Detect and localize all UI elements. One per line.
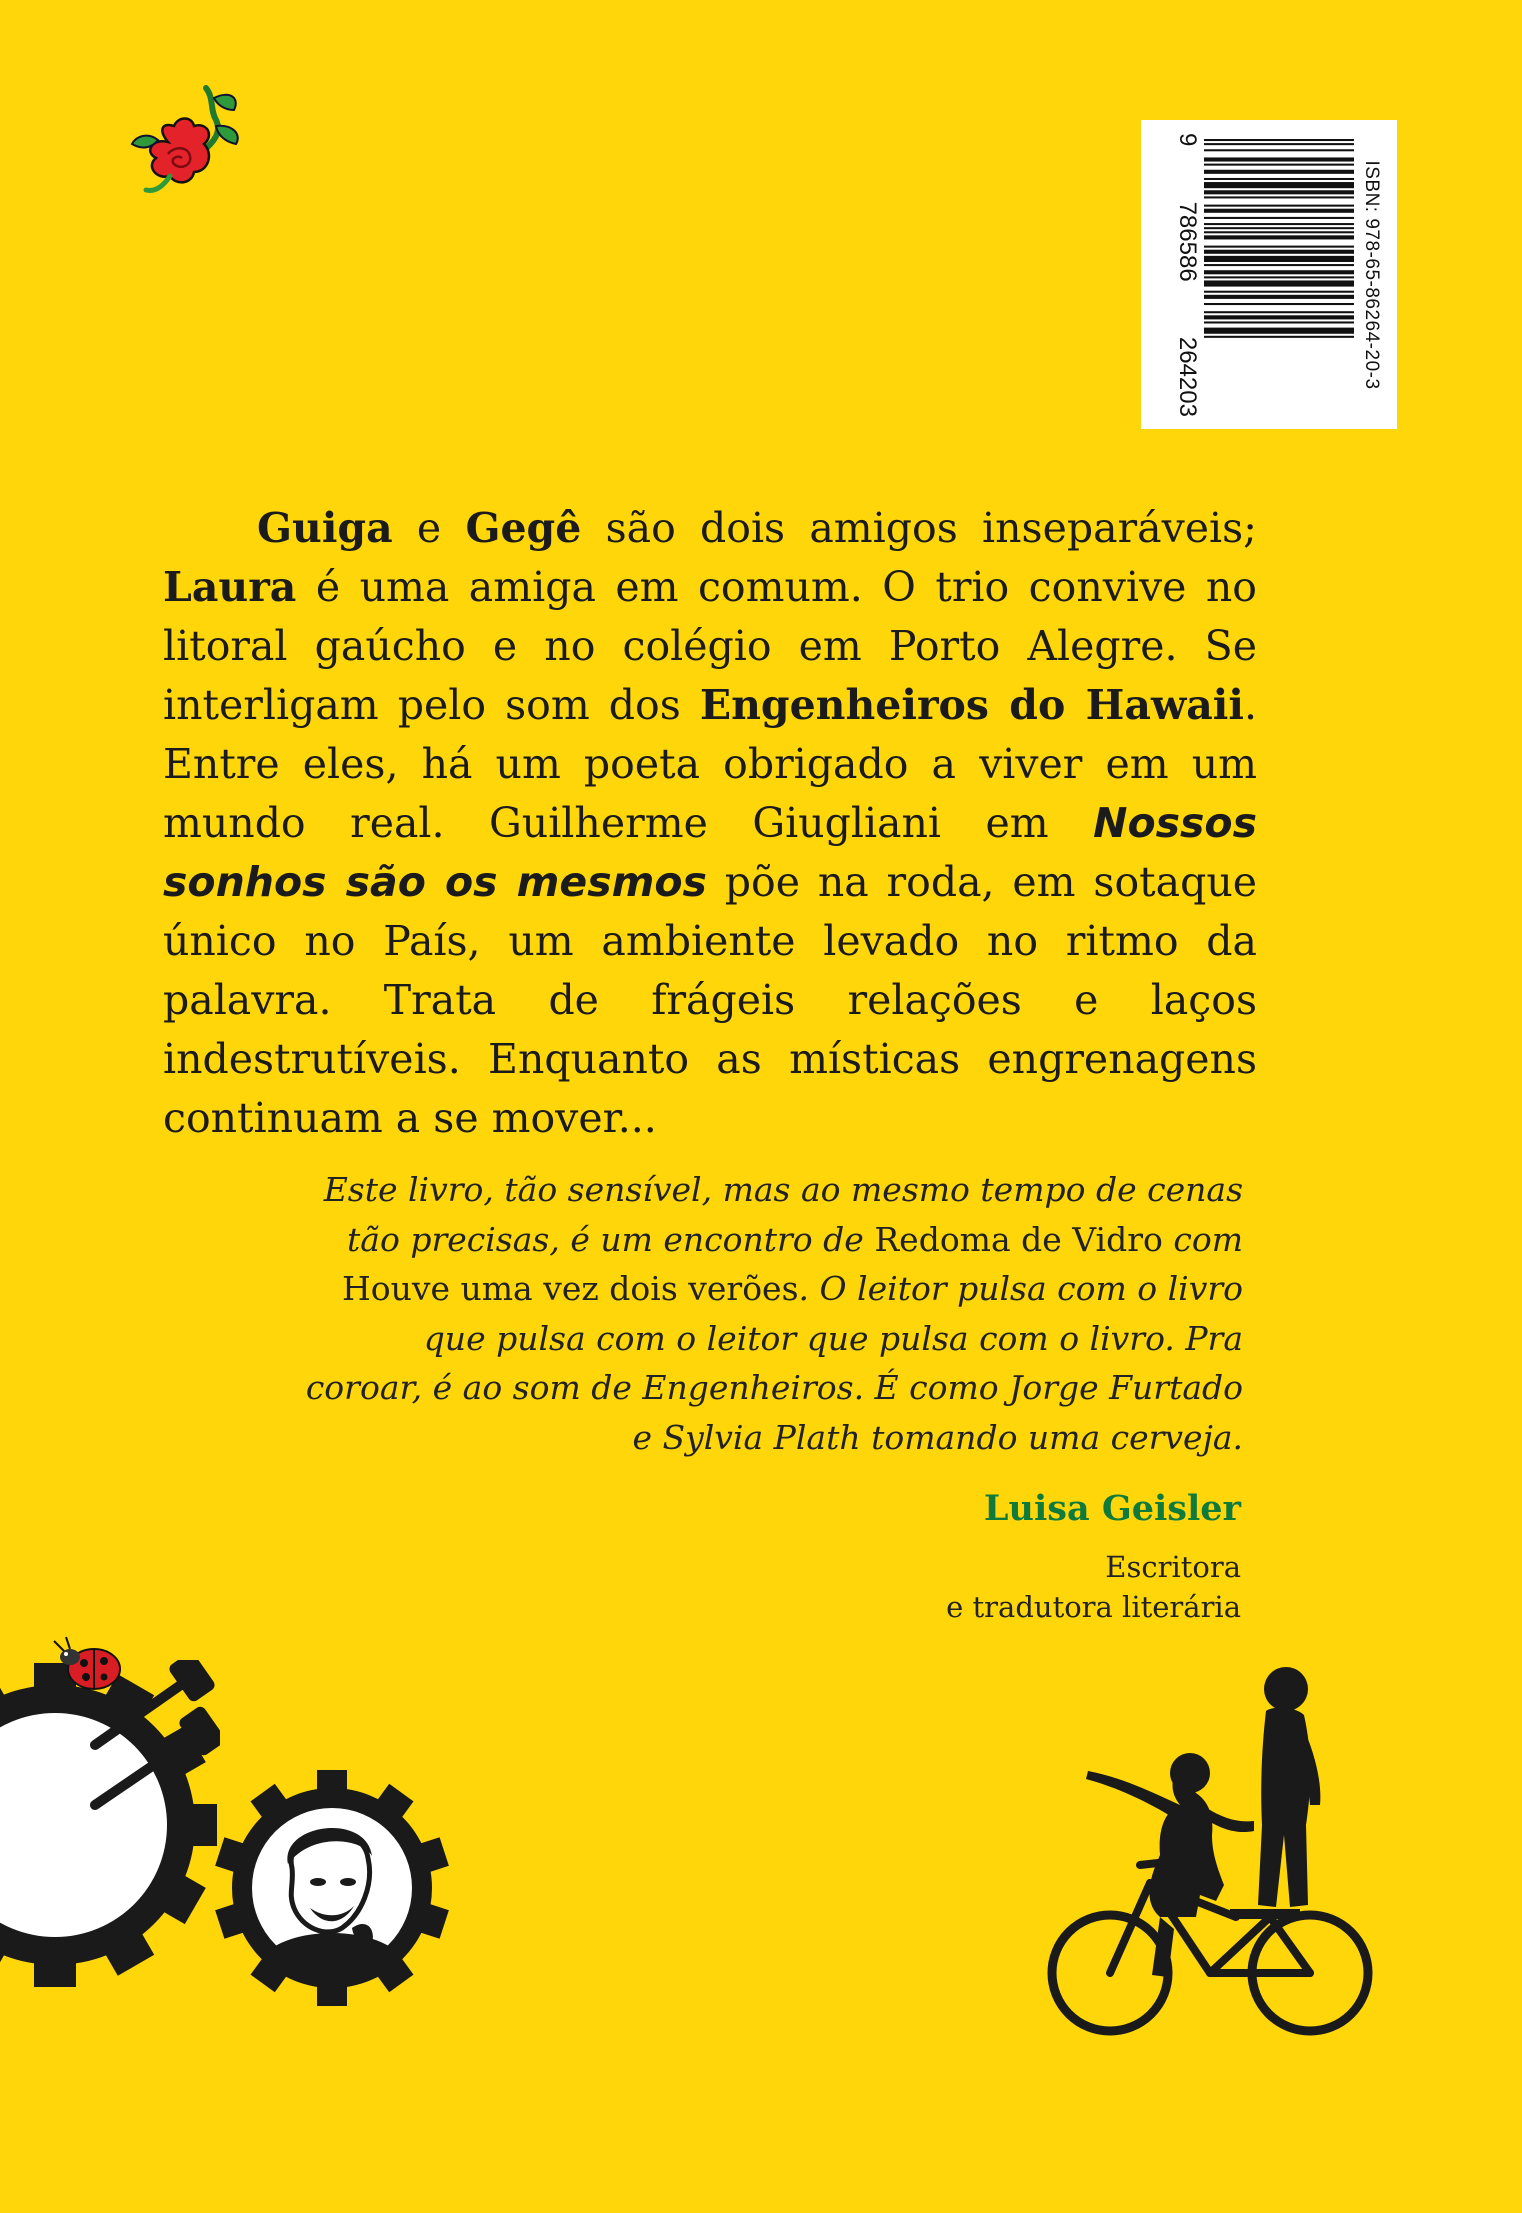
book-title: Nossos sonhos são os mesmos — [163, 799, 1257, 906]
barcode-bar — [1204, 255, 1354, 261]
quote-text: Este livro, tão sensível, mas ao mesmo tempo de cenas tão precisas, é um encontro de — [323, 1170, 1243, 1259]
barcode-bar — [1204, 223, 1354, 225]
quoted-book-title: Houve uma vez dois verões — [341, 1269, 799, 1308]
barcode-bar — [1204, 157, 1354, 161]
isbn-label: ISBN: 978-65-86264-20-3 — [1361, 159, 1382, 390]
barcode — [1141, 120, 1397, 429]
barcode-bar — [1204, 280, 1354, 286]
barcode-bar — [1204, 303, 1354, 305]
quote-author-name: Luisa Geisler — [983, 1488, 1241, 1529]
barcode-bar — [1204, 139, 1354, 141]
quote-text: com — [1162, 1219, 1243, 1259]
barcode-bar — [1204, 231, 1354, 233]
ladybug-icon — [50, 1635, 125, 1695]
barcode-bar — [1204, 315, 1354, 319]
character-name: Guiga — [257, 504, 393, 552]
barcode-bar — [1204, 294, 1354, 298]
barcode-bar — [1204, 163, 1354, 165]
barcode-bar — [1204, 264, 1354, 266]
barcode-bar — [1204, 270, 1354, 274]
barcode-bar — [1204, 204, 1354, 206]
portrait-gear-icon — [212, 1768, 452, 2008]
character-name: Gegê — [465, 504, 582, 552]
synopsis-paragraph — [163, 499, 1257, 1148]
barcode-bar — [1204, 311, 1354, 313]
bicycle-kids-silhouette-icon — [1040, 1655, 1380, 2045]
barcode-digit-group: 786586 — [1174, 201, 1201, 282]
synopsis-text: são dois amigos inseparáveis; — [581, 504, 1257, 552]
barcode-bar — [1204, 290, 1354, 292]
barcode-bar — [1204, 143, 1354, 145]
barcode-bar — [1204, 196, 1354, 198]
synopsis-text: põe na roda, em sotaque único no País, um ambiente levado no ritmo da palavra. Trata de frágeis relações e laços indestrutíveis. Enquanto as místicas engrenagens continuam a se mover... — [163, 858, 1257, 1142]
barcode-digits — [1170, 129, 1204, 421]
synopsis-text: é uma amiga em comum. O trio convive no litoral gaúcho e no colégio em Porto Alegre. Se interligam pelo som dos — [163, 563, 1257, 729]
barcode-bar — [1204, 321, 1354, 323]
gear-tooth — [34, 1953, 76, 1987]
quoted-book-title: Redoma de Vidro — [874, 1219, 1163, 1259]
role-line: e tradutora literária — [946, 1590, 1241, 1624]
gear-tooth — [317, 1770, 347, 1800]
barcode-bar — [1204, 327, 1354, 333]
synopsis-text: . Entre eles, há um poeta obrigado a viver em um mundo real. Guilherme Giugliani em — [163, 681, 1257, 847]
character-name: Laura — [163, 563, 297, 611]
role-line: Escritora — [1105, 1550, 1241, 1584]
barcode-bar — [1204, 169, 1354, 173]
barcode-bar — [1204, 249, 1354, 253]
quote-author-role — [741, 1547, 1241, 1627]
barcode-bar — [1204, 245, 1354, 247]
barcode-bars — [1204, 137, 1354, 413]
barcode-bar — [1204, 177, 1354, 179]
barcode-bar — [1204, 182, 1354, 188]
barcode-digit-group: 264203 — [1174, 336, 1201, 417]
barcode-bar — [1204, 208, 1354, 212]
barcode-bar — [1204, 276, 1354, 278]
band-name: Engenheiros do Hawaii — [699, 681, 1244, 729]
guitar-gear-icon — [0, 1660, 220, 1990]
barcode-bar — [1204, 190, 1354, 194]
barcode-bar — [1204, 227, 1354, 229]
rose-icon — [118, 80, 246, 220]
review-quote — [300, 1165, 1243, 1462]
barcode-bar — [1204, 216, 1354, 218]
barcode-bar — [1204, 149, 1354, 151]
barcode-digit-group: 9 — [1174, 132, 1201, 146]
barcode-bar — [1204, 235, 1354, 239]
barcode-bar — [1204, 335, 1354, 337]
quote-text: . O leitor pulsa com o livro que pulsa com o leitor que pulsa com o livro. Pra coroar, é ao som de Engenheiros. É como Jorge Furtado e Sylvia Plath tomando uma cerveja. — [305, 1269, 1243, 1457]
gear-tooth — [317, 1976, 347, 2006]
synopsis-text: e — [392, 504, 466, 552]
